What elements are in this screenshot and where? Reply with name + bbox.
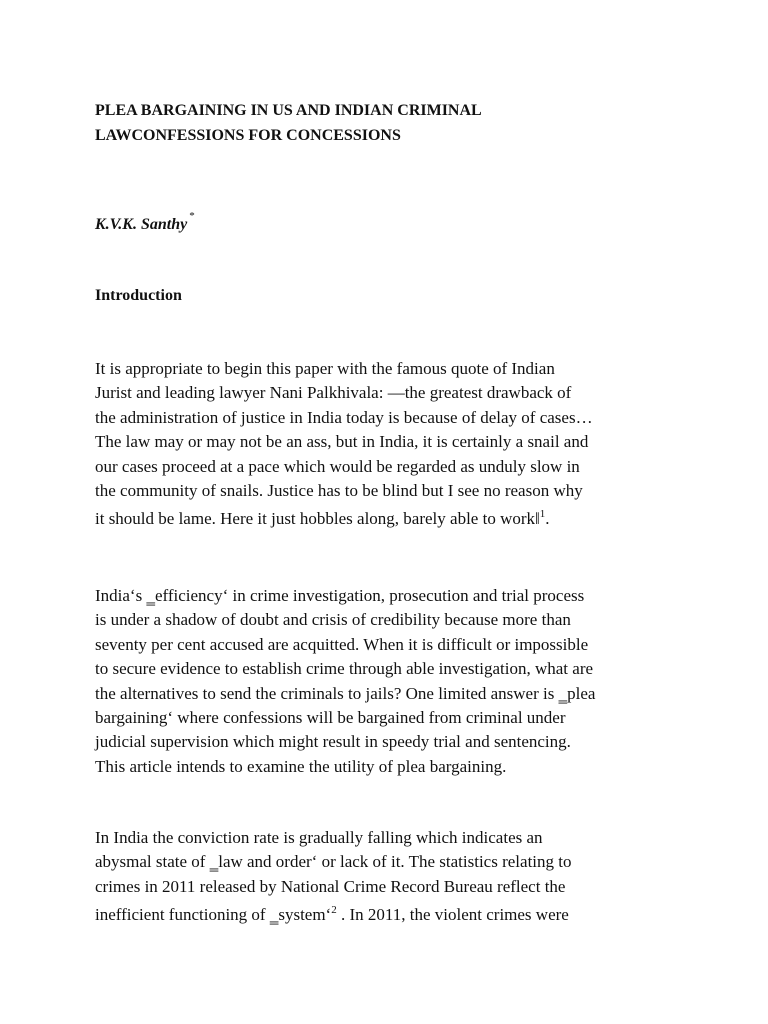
paragraph-line: to secure evidence to establish crime through able investigation, what are — [95, 659, 594, 679]
paragraph-line-text: inefficient functioning of ‗system‘ — [95, 905, 332, 925]
paragraph-line: judicial supervision which might result in speedy trial and sentencing. — [95, 732, 571, 752]
paragraph-efficiency — [95, 584, 680, 779]
paragraph-line: This article intends to examine the utility of plea bargaining. — [95, 756, 507, 776]
title-line: PLEA BARGAINING IN US AND INDIAN CRIMINAL — [95, 102, 482, 119]
paragraph-line: the alternatives to send the criminals to jails? One limited answer is ‗plea — [95, 683, 596, 703]
paragraph-line: seventy per cent accused are acquitted. When it is difficult or impossible — [95, 634, 589, 654]
footnote-ref-2[interactable]: 2 — [331, 904, 337, 917]
author-name — [95, 204, 195, 237]
paragraph-line: The law may or may not be an ass, but in India, it is certainly a snail and — [95, 432, 589, 452]
paragraph-line-text: it should be lame. Here it just hobbles along, barely able to work‖ — [95, 509, 540, 529]
paragraph-line: Jurist and leading lawyer Nani Palkhivala: —the greatest drawback of — [95, 383, 572, 403]
paragraph-line: In India the conviction rate is gradually falling which indicates an — [95, 828, 543, 847]
paragraph-line — [95, 507, 680, 531]
paragraph-line-end: . — [545, 509, 550, 529]
paragraph-quote — [95, 357, 680, 532]
paragraph-line: India‘s ‗efficiency‘ in crime investigation, prosecution and trial process — [95, 586, 585, 605]
title-line: LAWCONFESSIONS FOR CONCESSIONS — [95, 127, 401, 144]
document-title — [95, 98, 695, 148]
paragraph-line: It is appropriate to begin this paper with the famous quote of Indian — [95, 359, 555, 378]
paragraph-line: the administration of justice in India today is because of delay of cases… — [95, 407, 593, 427]
author-text: K.V.K. Santhy — [95, 216, 188, 233]
paragraph-line-end: . In 2011, the violent crimes were — [336, 905, 569, 925]
paragraph-line: bargaining‘ where confessions will be bargained from criminal under — [95, 708, 566, 728]
paragraph-line: abysmal state of ‗law and order‘ or lack of it. The statistics relating to — [95, 852, 572, 872]
section-heading: Introduction — [95, 287, 182, 304]
paragraph-line: crimes in 2011 released by National Crime Record Bureau reflect the — [95, 876, 566, 896]
author-footnote-mark: * — [189, 210, 195, 222]
paragraph-line — [95, 903, 680, 927]
paragraph-line: the community of snails. Justice has to be blind but I see no reason why — [95, 481, 583, 501]
paragraph-line: our cases proceed at a pace which would be regarded as unduly slow in — [95, 456, 580, 476]
paragraph-conviction-rate — [95, 826, 680, 928]
footnote-ref-1[interactable]: 1 — [539, 508, 546, 521]
paragraph-line: is under a shadow of doubt and crisis of credibility because more than — [95, 610, 571, 630]
